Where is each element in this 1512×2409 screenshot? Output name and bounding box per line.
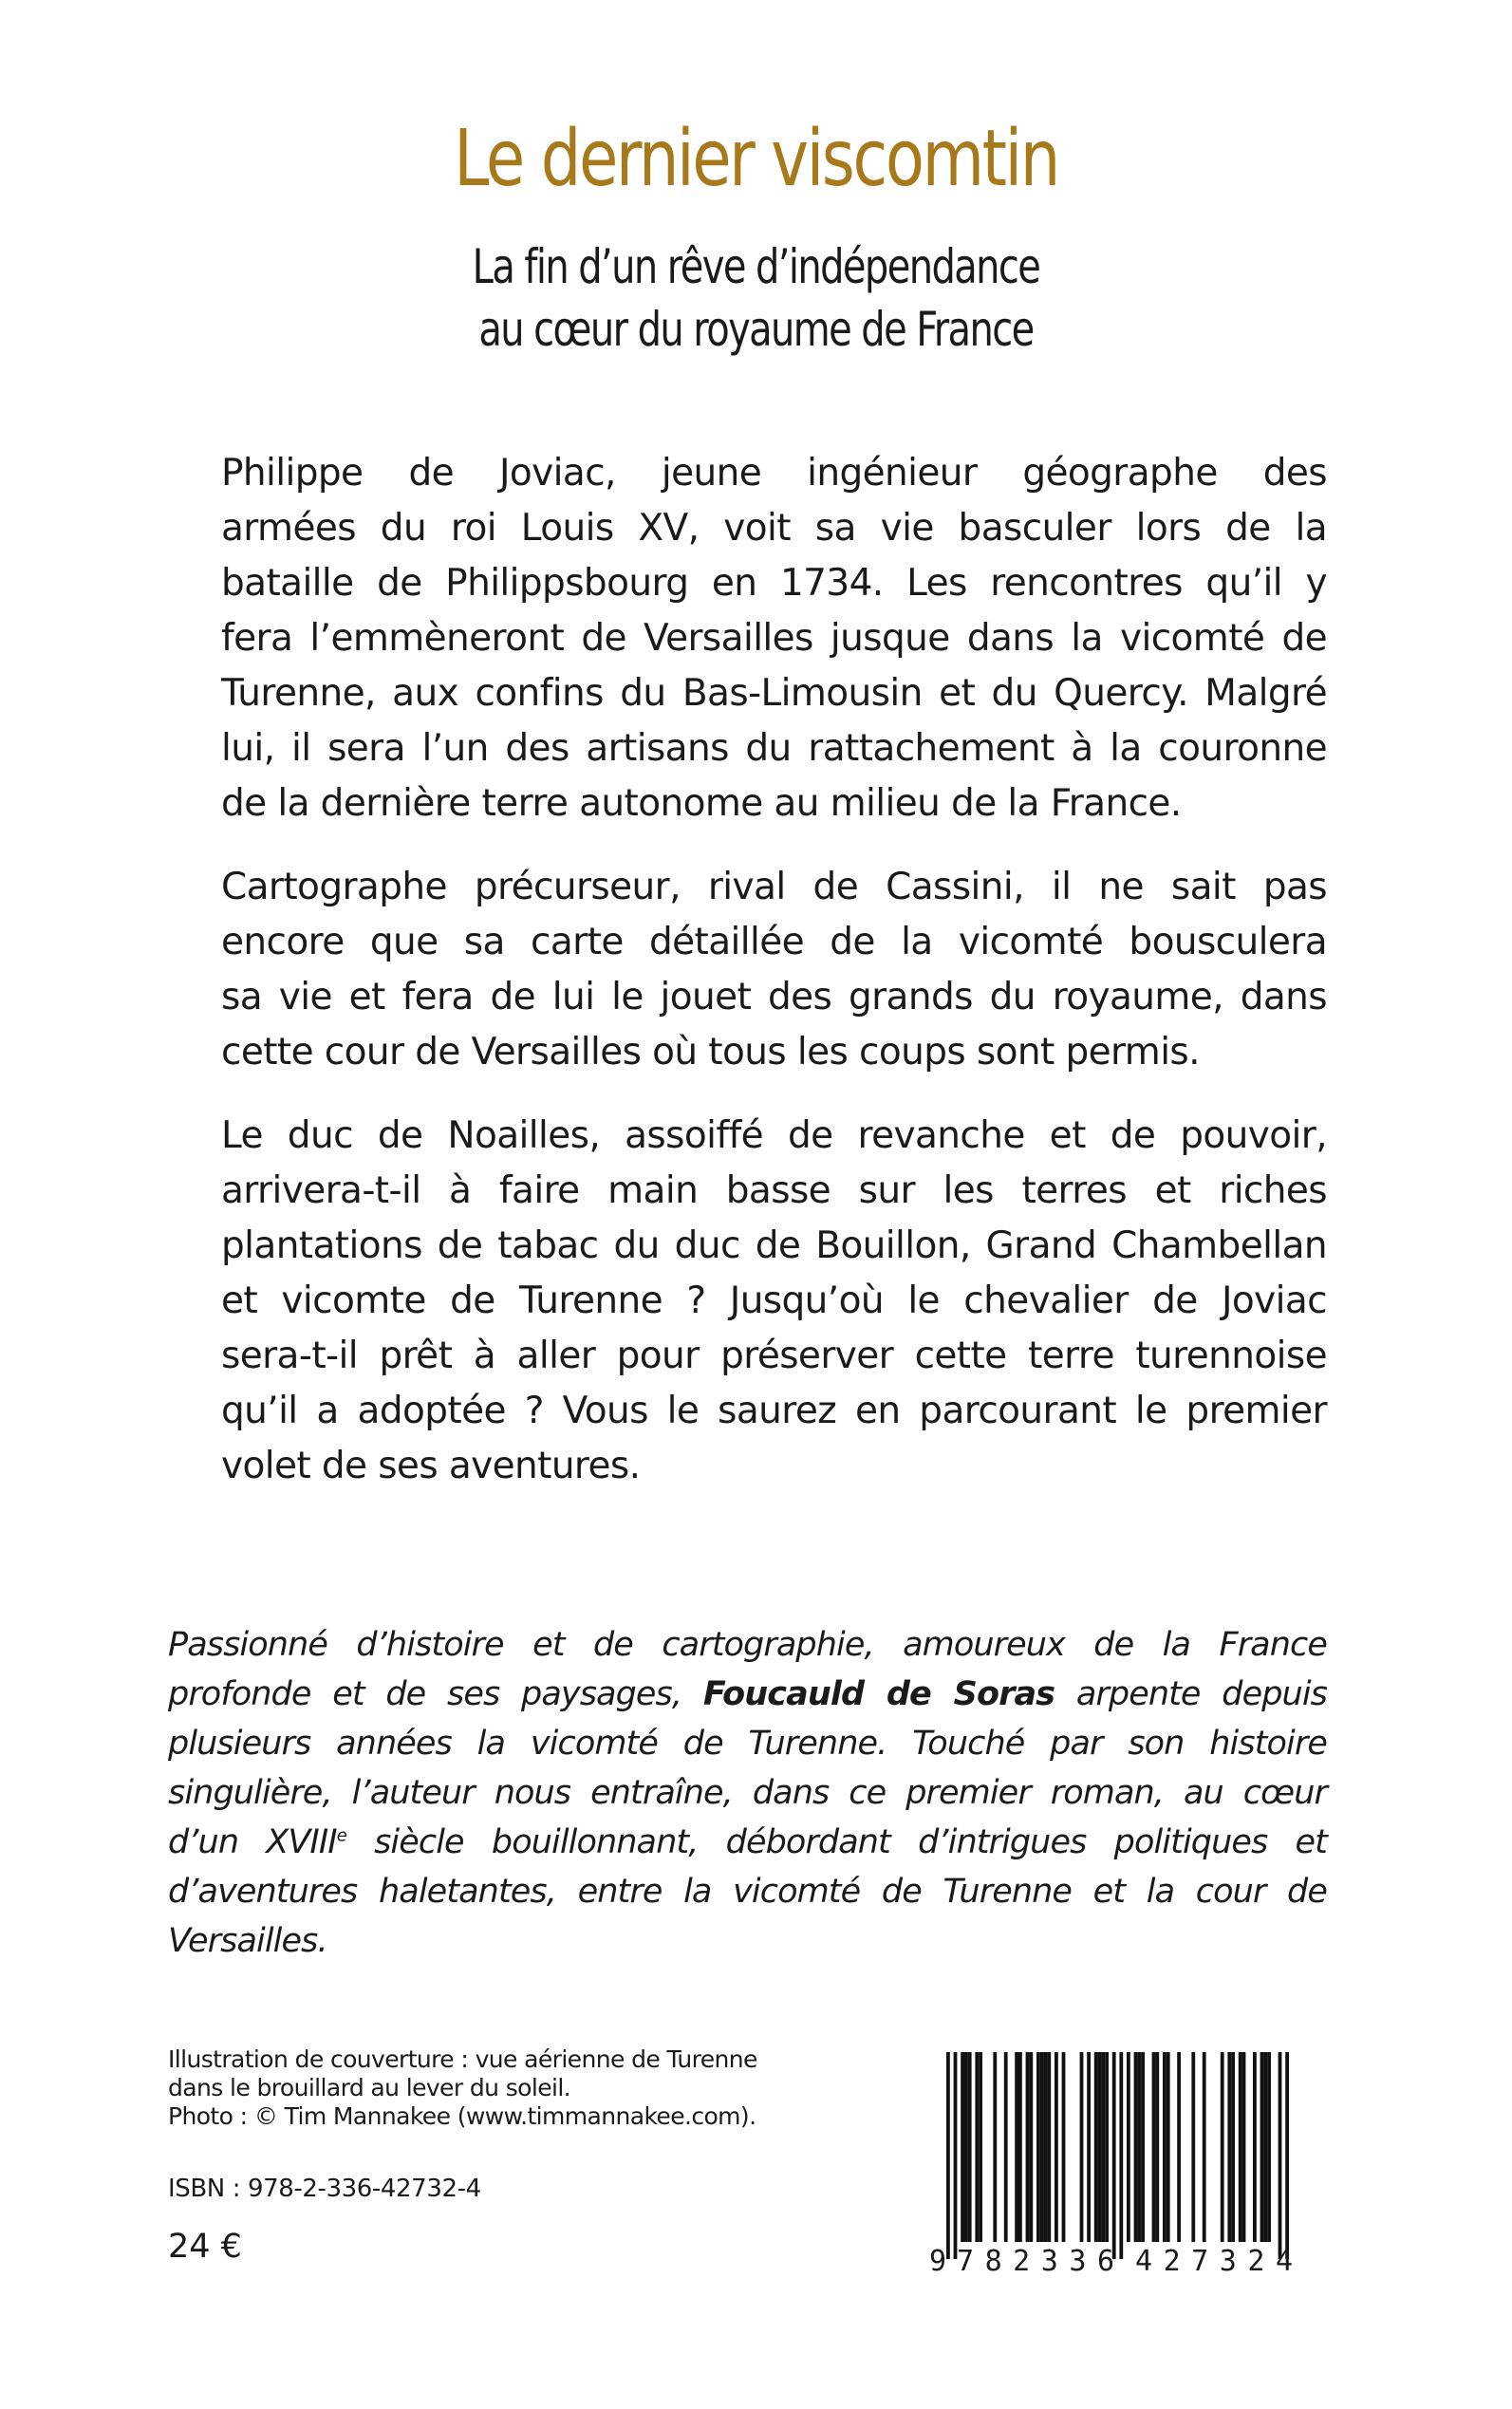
barcode-bar — [1036, 2052, 1040, 2242]
bio-text: d’un XVIII — [168, 1823, 337, 1861]
author-name: Foucauld de Soras — [702, 1675, 1055, 1713]
barcode-bar — [1029, 2052, 1033, 2242]
barcode-bar — [1203, 2052, 1206, 2242]
barcode-bar — [1098, 2052, 1102, 2242]
summary-line: Le duc de Noailles, assoiffé de revanche et de pouvoir, — [221, 1114, 1327, 1157]
summary-paragraph-3 — [168, 1109, 1327, 1494]
barcode-bar — [1227, 2052, 1231, 2242]
barcode-bar — [1047, 2052, 1051, 2242]
barcode-bar — [961, 2052, 964, 2242]
barcode-bar — [1141, 2052, 1145, 2242]
bio-text: profonde et de ses paysages, — [168, 1675, 703, 1713]
barcode-bar — [1231, 2052, 1235, 2242]
bio-line: singulière, l’auteur nous entraîne, dans ce premier roman, au cœur — [168, 1774, 1327, 1812]
barcode-bar — [1137, 2052, 1141, 2242]
summary-line: fera l’emmèneront de Versailles jusque dans la vicomté de — [221, 617, 1327, 660]
barcode-bar — [1152, 2052, 1156, 2242]
barcode-bar — [1127, 2052, 1130, 2242]
barcode-bar — [1279, 2052, 1282, 2259]
barcode-bar — [1026, 2052, 1030, 2242]
summary-line: plantations de tabac du duc de Bouillon, Grand Chambellan — [221, 1224, 1327, 1267]
barcode-bar — [1105, 2052, 1109, 2242]
cover-credits — [168, 2045, 908, 2131]
century-superscript: e — [336, 1825, 346, 1846]
summary-line: volet de ses aventures. — [221, 1445, 641, 1487]
summary-line: Philippe de Joviac, jeune ingénieur géographe des — [221, 452, 1327, 495]
book-price: 24 € — [168, 2228, 242, 2266]
barcode-bar — [1080, 2052, 1084, 2242]
summary-line: sa vie et fera de lui le jouet des grands du royaume, dans — [221, 976, 1327, 1018]
author-bio — [168, 1620, 1327, 1966]
summary-line: Turenne, aux confins du Bas-Limousin et du Quercy. Malgré — [221, 672, 1327, 715]
isbn-number: ISBN : 978-2-336-42732-4 — [168, 2175, 481, 2203]
ean13-barcode — [925, 2052, 1324, 2276]
barcode-first-digit: 9 — [929, 2245, 947, 2276]
summary-line: bataille de Philippsbourg en 1734. Les rencontres qu’il y — [221, 562, 1327, 605]
bio-line — [168, 1818, 1327, 1867]
bio-text: siècle bouillonnant, débordant d’intrigues politiques et — [345, 1823, 1327, 1861]
barcode-bar — [1167, 2052, 1170, 2242]
summary-line: encore que sa carte détaillée de la vicomté bousculera — [221, 921, 1327, 963]
barcode-bar — [1087, 2052, 1091, 2242]
barcode-bar — [1253, 2052, 1257, 2242]
barcode-bar — [1285, 2052, 1289, 2259]
barcode-bar — [1055, 2052, 1058, 2242]
bio-line: d’aventures haletantes, entre la vicomté de Turenne et la cour de — [168, 1873, 1327, 1911]
barcode-bar — [1221, 2052, 1224, 2242]
summary-paragraph-2 — [168, 860, 1327, 1080]
summary-line: de la dernière terre autonome au milieu de la France. — [221, 782, 1182, 825]
barcode-bar — [1119, 2052, 1123, 2259]
barcode-bar — [1239, 2052, 1242, 2242]
subtitle-line: au cœur du royaume de France — [478, 302, 1034, 357]
barcode-bar — [1040, 2052, 1044, 2242]
summary-line: arrivera-t-il à faire main basse sur les terres et riches — [221, 1169, 1327, 1212]
barcode-bar — [1062, 2052, 1066, 2242]
summary-line: qu’il a adoptée ? Vous le saurez en parcourant le premier — [221, 1390, 1327, 1432]
barcode-bar — [1267, 2052, 1271, 2242]
barcode-bar — [1191, 2052, 1195, 2242]
summary-line: sera-t-il prêt à aller pour préserver cette terre turennoise — [221, 1335, 1327, 1377]
barcode-bar — [1101, 2052, 1105, 2242]
barcode-bar — [975, 2052, 979, 2242]
barcode-bar — [1260, 2052, 1264, 2242]
credit-line: Photo : © Tim Mannakee (www.timmannakee.com). — [168, 2102, 756, 2130]
bio-text: arpente depuis — [1055, 1675, 1327, 1713]
barcode-bar — [1112, 2052, 1116, 2259]
barcode-bar — [1155, 2052, 1159, 2242]
summary-line: et vicomte de Turenne ? Jusqu’où le chevalier de Joviac — [221, 1279, 1327, 1322]
bio-line — [168, 1670, 1327, 1719]
credit-line: Illustration de couverture : vue aérienne de Turenne — [168, 2045, 757, 2073]
summary-line: armées du roi Louis XV, voit sa vie basculer lors de la — [221, 507, 1327, 550]
barcode-bar — [954, 2052, 958, 2259]
book-subtitle — [151, 235, 1360, 361]
subtitle-line: La fin d’un rêve d’indépendance — [472, 239, 1040, 294]
summary-line: Cartographe précurseur, rival de Cassini, il ne sait pas — [221, 866, 1327, 908]
barcode-bar — [979, 2052, 982, 2242]
bio-line: plusieurs années la vicomté de Turenne. Touché par son histoire — [168, 1725, 1327, 1763]
summary-paragraph-1 — [168, 446, 1327, 831]
barcode-bar — [1263, 2052, 1267, 2242]
barcode-bar — [1018, 2052, 1022, 2242]
barcode-bar — [1177, 2052, 1181, 2242]
credit-line: dans le brouillard au lever du soleil. — [168, 2074, 571, 2101]
barcode-bar — [1242, 2052, 1246, 2242]
barcode-bar — [1134, 2052, 1138, 2242]
barcode-bars — [946, 2052, 1289, 2259]
barcode-bar — [1044, 2052, 1048, 2242]
bio-line: Passionné d’histoire et de cartographie, amoureux de la France — [168, 1626, 1327, 1664]
barcode-bar — [968, 2052, 972, 2242]
bio-line: Versailles. — [168, 1922, 327, 1960]
barcode-bar — [1015, 2052, 1018, 2242]
barcode-bar — [993, 2052, 997, 2242]
barcode-bar — [1004, 2052, 1008, 2242]
barcode-bar — [946, 2052, 950, 2259]
barcode-bar — [1094, 2052, 1098, 2242]
barcode-bar — [1163, 2052, 1167, 2242]
barcode-right-digits: 427324 — [1135, 2245, 1293, 2276]
barcode-bar — [964, 2052, 968, 2242]
book-title: Le dernier viscomtin — [454, 114, 1058, 204]
summary-line: cette cour de Versailles où tous les coups sont permis. — [221, 1031, 1200, 1074]
barcode-left-digits: 782336 — [957, 2245, 1114, 2276]
back-cover-summary — [168, 446, 1327, 1522]
summary-line: lui, il sera l’un des artisans du rattachement à la couronne — [221, 727, 1327, 770]
